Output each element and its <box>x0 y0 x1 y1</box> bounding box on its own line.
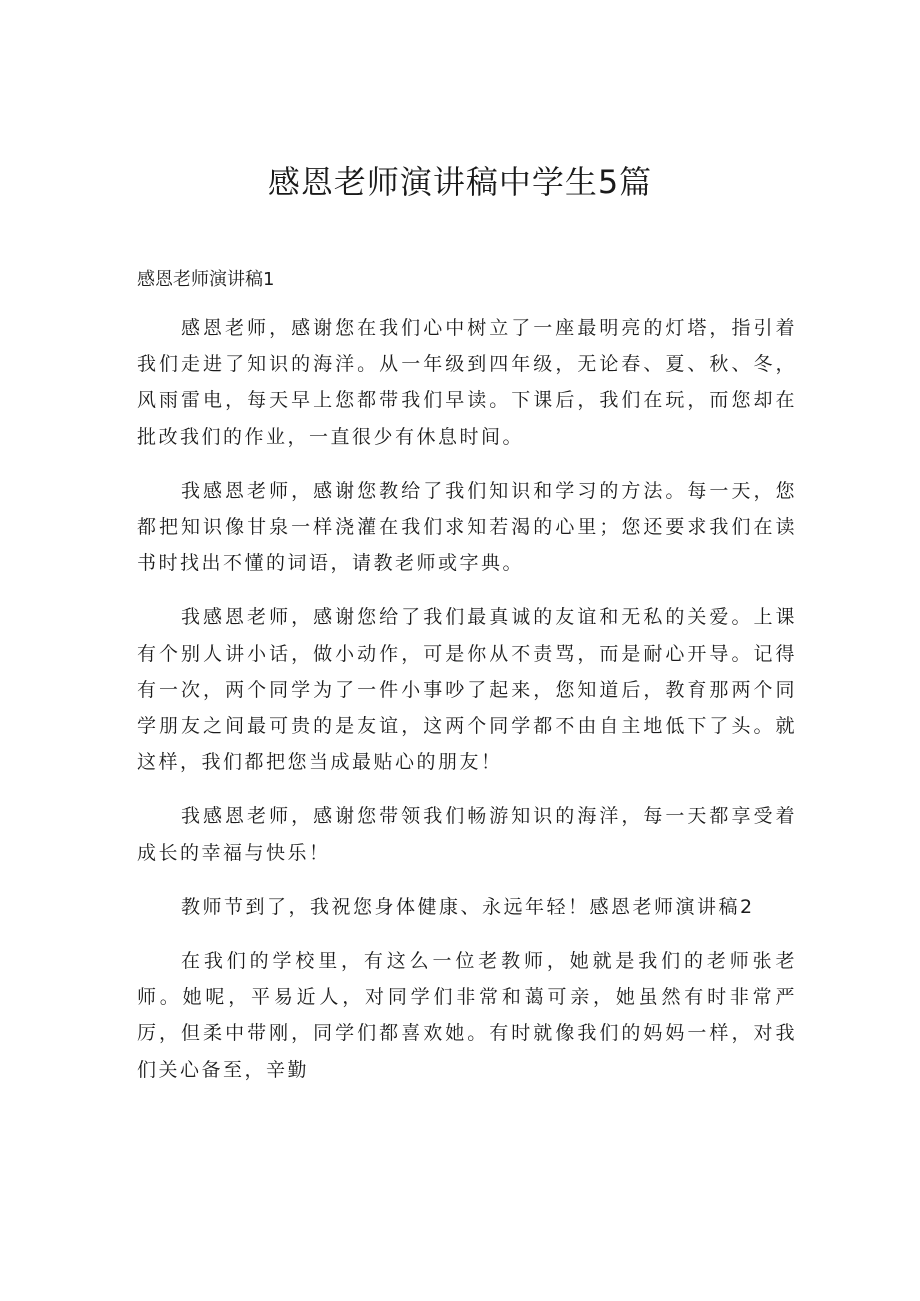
document-title: 感恩老师演讲稿中学生5篇 <box>267 163 653 201</box>
paragraph: 我感恩老师，感谢您带领我们畅游知识的海洋，每一天都享受着成长的幸福与快乐！ <box>137 805 797 864</box>
paragraph: 我感恩老师，感谢您给了我们最真诚的友谊和无私的关爱。上课有个别人讲小话，做小动作，可是你从不责骂，而是耐心开导。记得有一次，两个同学为了一件小事吵了起来，您知道后，教育那两个同学朋友之间最可贵的是友谊，这两个同学都不由自主地低下了头。就这样，我们都把您当成最贴心的朋友！ <box>137 606 797 774</box>
document-body <box>137 310 797 1106</box>
paragraph: 感恩老师，感谢您在我们心中树立了一座最明亮的灯塔，指引着我们走进了知识的海洋。从一年级到四年级，无论春、夏、秋、冬，风雨雷电，每天早上您都带我们早读。下课后，我们在玩，而您却在批改我们的作业，一直很少有休息时间。 <box>137 317 797 448</box>
paragraph: 教师节到了，我祝您身体健康、永远年轻！感恩老师演讲稿2 <box>181 895 755 918</box>
section-heading: 感恩老师演讲稿1 <box>137 269 275 290</box>
paragraph: 我感恩老师，感谢您教给了我们知识和学习的方法。每一天，您都把知识像甘泉一样浇灌在我们求知若渴的心里；您还要求我们在读书时找出不懂的词语，请教老师或字典。 <box>137 479 797 575</box>
paragraph: 在我们的学校里，有这么一位老教师，她就是我们的老师张老师。她呢，平易近人，对同学们非常和蔼可亲，她虽然有时非常严厉，但柔中带刚，同学们都喜欢她。有时就像我们的妈妈一样，对我们关心备至，辛勤 <box>137 950 797 1081</box>
